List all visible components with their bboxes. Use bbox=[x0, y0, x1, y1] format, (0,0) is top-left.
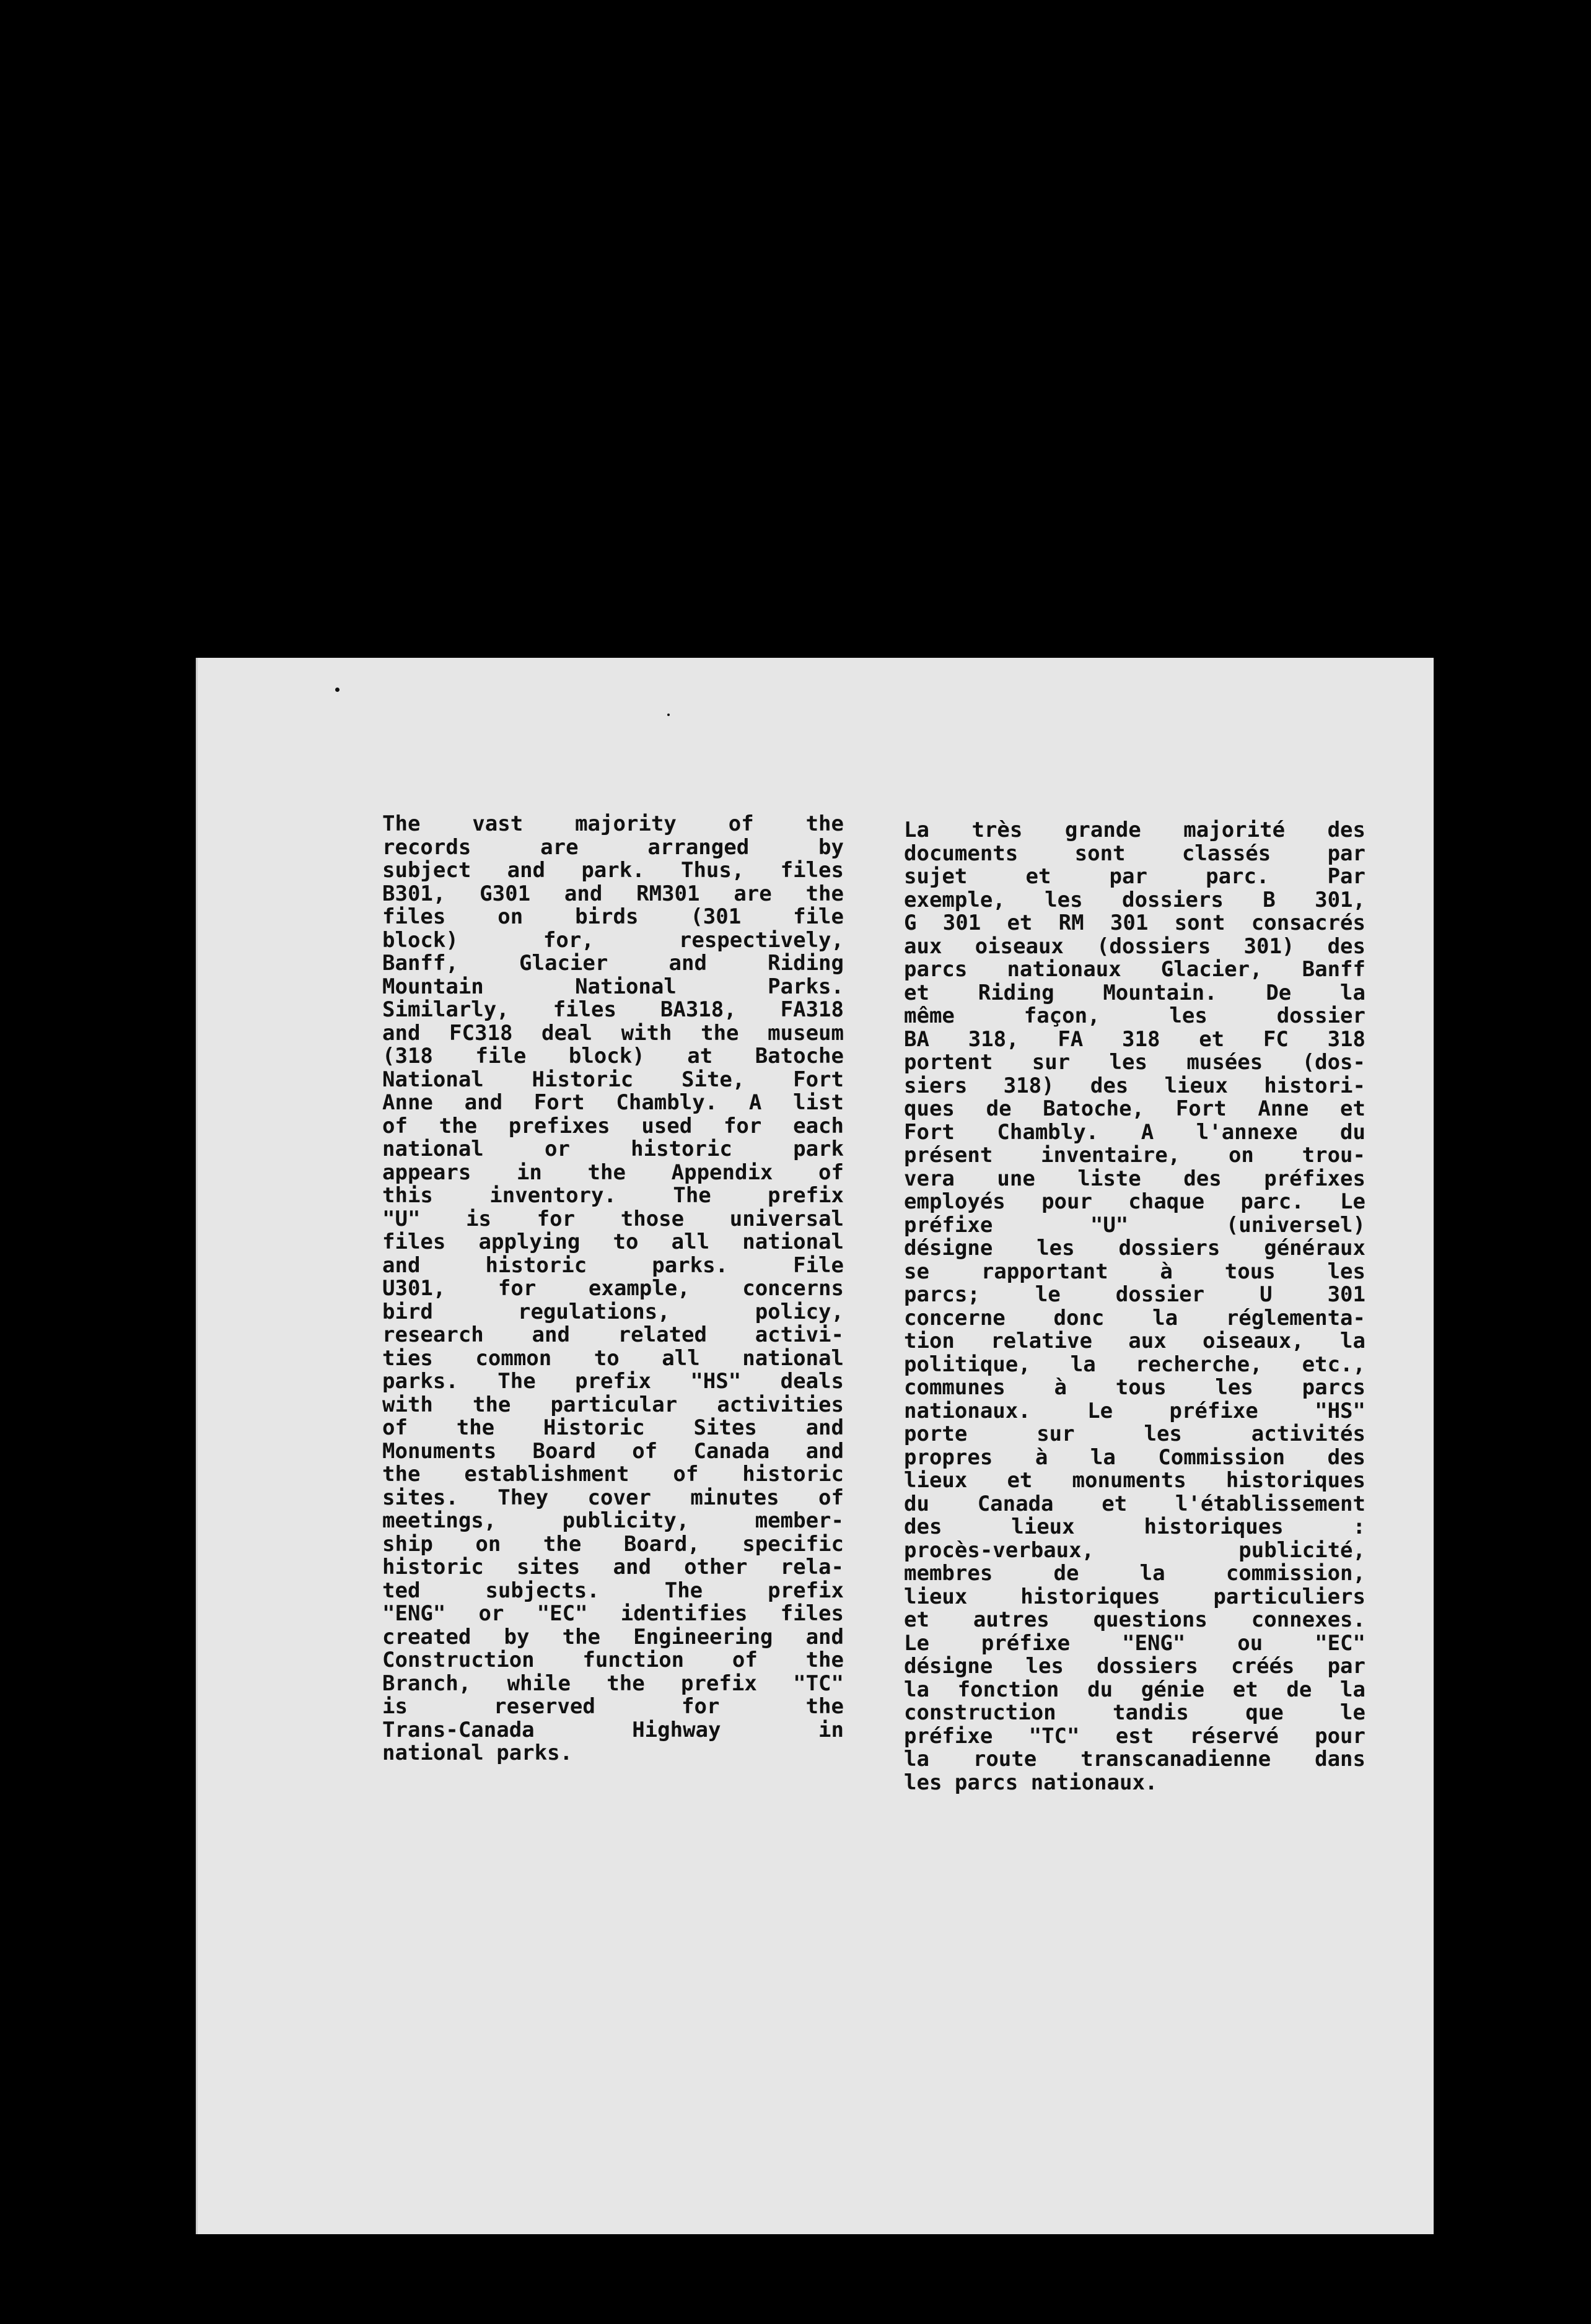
english-column bbox=[382, 813, 844, 1765]
english-line: sites. They cover minutes of bbox=[382, 1485, 844, 1510]
scan-speck bbox=[335, 688, 340, 692]
english-line: files applying to all national bbox=[382, 1230, 844, 1254]
english-line: ties common to all national bbox=[382, 1345, 844, 1371]
english-line: created by the Engineering and bbox=[382, 1624, 844, 1649]
english-line: and FC318 deal with the museum bbox=[382, 1020, 844, 1046]
french-line: tion relative aux oiseaux, la bbox=[904, 1329, 1365, 1353]
french-line: désigne les dossiers généraux bbox=[904, 1236, 1365, 1260]
english-line: files on birds (301 file bbox=[382, 904, 844, 929]
english-line: Anne and Fort Chambly. A list bbox=[382, 1090, 844, 1115]
english-line: national or historic park bbox=[382, 1137, 844, 1161]
english-line: Branch, while the prefix "TC" bbox=[382, 1671, 844, 1696]
english-line: national parks. bbox=[382, 1741, 573, 1765]
english-line: of the Historic Sites and bbox=[382, 1415, 844, 1440]
french-line: et autres questions connexes. bbox=[904, 1607, 1365, 1632]
french-line: même façon, les dossier bbox=[904, 1003, 1365, 1028]
french-line: porte sur les activités bbox=[904, 1422, 1365, 1446]
english-line: block) for, respectively, bbox=[382, 927, 844, 953]
french-line: propres à la Commission des bbox=[904, 1444, 1365, 1470]
english-line: bird regulations, policy, bbox=[382, 1299, 844, 1324]
french-line: désigne les dossiers créés par bbox=[904, 1654, 1365, 1679]
english-line: research and related activi- bbox=[382, 1322, 844, 1347]
french-line: employés pour chaque parc. Le bbox=[904, 1189, 1365, 1214]
french-line: Fort Chambly. A l'annexe du bbox=[904, 1119, 1365, 1145]
french-line: sujet et par parc. Par bbox=[904, 864, 1365, 889]
english-line: meetings, publicity, member- bbox=[382, 1508, 844, 1533]
english-line: appears in the Appendix of bbox=[382, 1160, 844, 1185]
french-line: lieux historiques particuliers bbox=[904, 1584, 1365, 1609]
french-line: documents sont classés par bbox=[904, 841, 1365, 866]
french-line: les parcs nationaux. bbox=[904, 1770, 1158, 1795]
french-line: G 301 et RM 301 sont consacrés bbox=[904, 911, 1365, 935]
french-line: préfixe "TC" est réservé pour bbox=[904, 1723, 1365, 1749]
english-line: The vast majority of the bbox=[382, 811, 844, 836]
french-line: politique, la recherche, etc., bbox=[904, 1352, 1365, 1377]
french-line: nationaux. Le préfixe "HS" bbox=[904, 1398, 1365, 1423]
english-line: ted subjects. The prefix bbox=[382, 1578, 844, 1603]
english-line: "U" is for those universal bbox=[382, 1206, 844, 1231]
english-line: is reserved for the bbox=[382, 1694, 844, 1719]
english-line: ship on the Board, specific bbox=[382, 1531, 844, 1557]
french-line: la route transcanadienne dans bbox=[904, 1747, 1365, 1771]
french-column bbox=[904, 819, 1365, 1794]
english-line: historic sites and other rela- bbox=[382, 1555, 844, 1579]
french-line: ques de Batoche, Fort Anne et bbox=[904, 1096, 1365, 1121]
english-line: parks. The prefix "HS" deals bbox=[382, 1369, 844, 1394]
french-line: BA 318, FA 318 et FC 318 bbox=[904, 1026, 1365, 1052]
french-line: portent sur les musées (dos- bbox=[904, 1050, 1365, 1075]
english-line: Trans-Canada Highway in bbox=[382, 1717, 844, 1742]
french-line: construction tandis que le bbox=[904, 1700, 1365, 1725]
english-line: B301, G301 and RM301 are the bbox=[382, 881, 844, 906]
english-line: U301, for example, concerns bbox=[382, 1276, 844, 1301]
english-line: "ENG" or "EC" identifies files bbox=[382, 1601, 844, 1626]
english-line: with the particular activities bbox=[382, 1392, 844, 1417]
french-line: des lieux historiques : bbox=[904, 1514, 1365, 1539]
english-line: Mountain National Parks. bbox=[382, 974, 844, 999]
english-line: this inventory. The prefix bbox=[382, 1183, 844, 1208]
french-line: parcs; le dossier U 301 bbox=[904, 1282, 1365, 1307]
french-line: La très grande majorité des bbox=[904, 818, 1365, 842]
english-line: Banff, Glacier and Riding bbox=[382, 951, 844, 976]
french-line: lieux et monuments historiques bbox=[904, 1468, 1365, 1493]
french-line: procès-verbaux, publicité, bbox=[904, 1537, 1365, 1563]
french-line: membres de la commission, bbox=[904, 1561, 1365, 1586]
document-page bbox=[196, 658, 1434, 2234]
english-line: records are arranged by bbox=[382, 834, 844, 860]
french-line: se rapportant à tous les bbox=[904, 1259, 1365, 1284]
french-line: parcs nationaux Glacier, Banff bbox=[904, 957, 1365, 982]
french-line: exemple, les dossiers B 301, bbox=[904, 887, 1365, 912]
french-line: la fonction du génie et de la bbox=[904, 1677, 1365, 1702]
french-line: concerne donc la réglementa- bbox=[904, 1305, 1365, 1330]
scan-speck bbox=[667, 714, 670, 716]
english-line: and historic parks. File bbox=[382, 1252, 844, 1278]
english-line: subject and park. Thus, files bbox=[382, 858, 844, 883]
french-line: présent inventaire, on trou- bbox=[904, 1143, 1365, 1168]
english-line: Monuments Board of Canada and bbox=[382, 1438, 844, 1464]
french-line: siers 318) des lieux histori- bbox=[904, 1073, 1365, 1098]
english-line: (318 file block) at Batoche bbox=[382, 1044, 844, 1068]
english-line: the establishment of historic bbox=[382, 1462, 844, 1487]
english-line: Similarly, files BA318, FA318 bbox=[382, 997, 844, 1022]
english-line: of the prefixes used for each bbox=[382, 1113, 844, 1138]
french-line: communes à tous les parcs bbox=[904, 1375, 1365, 1400]
french-line: vera une liste des préfixes bbox=[904, 1166, 1365, 1191]
french-line: du Canada et l'établissement bbox=[904, 1491, 1365, 1516]
french-line: préfixe "U" (universel) bbox=[904, 1212, 1365, 1238]
french-line: et Riding Mountain. De la bbox=[904, 980, 1365, 1005]
english-line: National Historic Site, Fort bbox=[382, 1067, 844, 1092]
french-line: aux oiseaux (dossiers 301) des bbox=[904, 933, 1365, 959]
french-line: Le préfixe "ENG" ou "EC" bbox=[904, 1630, 1365, 1656]
english-line: Construction function of the bbox=[382, 1648, 844, 1672]
